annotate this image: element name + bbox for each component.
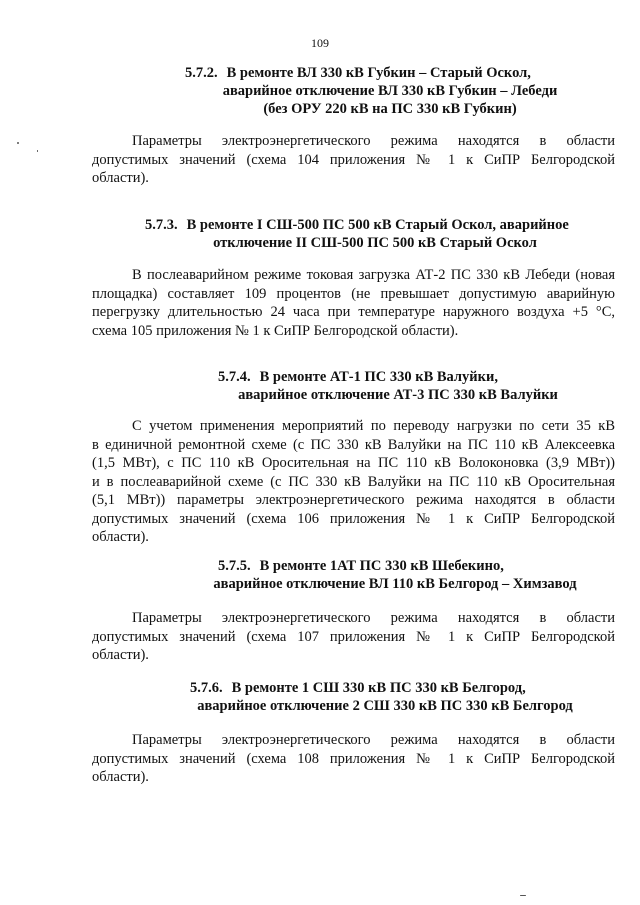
section-title-line: В ремонте ВЛ 330 кВ Губкин – Старый Оскол,	[226, 65, 531, 81]
section-heading-5-7-4-line2: аварийное отключение АТ-3 ПС 330 кВ Валуйки	[238, 387, 558, 403]
page-number: 109	[311, 36, 329, 50]
section-number: 5.7.4.	[218, 369, 251, 385]
section-heading-5-7-4	[218, 368, 598, 386]
section-body-5-7-5	[92, 609, 615, 665]
body-line: схема 105 приложения № 1 к СиПР Белгородской области).	[92, 322, 459, 339]
body-line: допустимых значений (схема 108 приложения № 1 к СиПР Белгородской	[92, 750, 615, 767]
section-number: 5.7.3.	[145, 217, 178, 233]
section-heading-5-7-2	[185, 64, 565, 82]
scan-speck	[520, 895, 526, 896]
section-heading-5-7-5-line2: аварийное отключение ВЛ 110 кВ Белгород – Химзавод	[213, 576, 577, 592]
body-line: в единичной ремонтной схеме (с ПС 330 кВ Валуйки на ПС 110 кВ Алексеевка	[92, 436, 615, 453]
body-line: Параметры электроэнергетического режима находятся в области	[132, 133, 615, 149]
body-line: В послеаварийном режиме токовая загрузка АТ-2 ПС 330 кВ Лебеди (новая	[132, 267, 615, 283]
body-line: области).	[92, 769, 149, 785]
body-line: перегрузку длительностью 24 часа при температуре наружного воздуха +5 °С,	[92, 304, 615, 320]
section-body-5-7-6	[92, 731, 615, 787]
scan-speck	[17, 142, 19, 144]
body-line: допустимых значений (схема 104 приложения № 1 к СиПР Белгородской	[92, 151, 615, 168]
section-title-line: В ремонте 1 СШ 330 кВ ПС 330 кВ Белгород,	[231, 680, 526, 696]
body-line: Параметры электроэнергетического режима находятся в области	[132, 610, 615, 626]
body-line: области).	[92, 647, 149, 663]
section-number: 5.7.6.	[190, 680, 223, 696]
section-heading-5-7-3-line2: отключение II СШ-500 ПС 500 кВ Старый Оскол	[213, 235, 537, 251]
section-heading-5-7-5	[218, 557, 598, 575]
section-body-5-7-4	[92, 417, 615, 547]
section-heading-5-7-3	[145, 216, 605, 234]
section-heading-5-7-6-line2: аварийное отключение 2 СШ 330 кВ ПС 330 кВ Белгород	[197, 698, 573, 714]
body-line: допустимых значений (схема 106 приложения № 1 к СиПР Белгородской	[92, 510, 615, 527]
body-line: допустимых значений (схема 107 приложения № 1 к СиПР Белгородской	[92, 628, 615, 645]
scan-speck	[37, 150, 38, 152]
section-number: 5.7.2.	[185, 65, 218, 81]
section-number: 5.7.5.	[218, 558, 251, 574]
body-line: области).	[92, 529, 149, 545]
section-body-5-7-2	[92, 132, 615, 188]
section-title-line: В ремонте 1АТ ПС 330 кВ Шебекино,	[259, 558, 504, 574]
body-line: и в послеаварийной схеме (с ПС 330 кВ Валуйки на ПС 110 кВ Оросительная	[92, 473, 615, 490]
section-heading-5-7-2-line3: (без ОРУ 220 кВ на ПС 330 кВ Губкин)	[263, 101, 517, 117]
section-heading-5-7-6	[190, 679, 590, 697]
section-body-5-7-3	[92, 266, 615, 340]
body-line: (1,5 МВт), с ПС 110 кВ Оросительная на ПС 110 кВ Волоконовка (3,9 МВт))	[92, 455, 615, 471]
body-line: площадка) составляет 109 процентов (не превышает допустимую аварийную	[92, 285, 615, 302]
section-title-line: В ремонте I СШ-500 ПС 500 кВ Старый Оскол, аварийное	[186, 217, 569, 233]
section-title-line: В ремонте АТ-1 ПС 330 кВ Валуйки,	[259, 369, 498, 385]
body-line: (5,1 МВт)) параметры электроэнергетического режима находятся в области	[92, 492, 615, 508]
section-heading-5-7-2-line2: аварийное отключение ВЛ 330 кВ Губкин – Лебеди	[222, 83, 558, 99]
body-line: С учетом применения мероприятий по переводу нагрузки по сети 35 кВ	[132, 418, 615, 434]
body-line: области).	[92, 170, 149, 186]
body-line: Параметры электроэнергетического режима находятся в области	[132, 732, 615, 748]
